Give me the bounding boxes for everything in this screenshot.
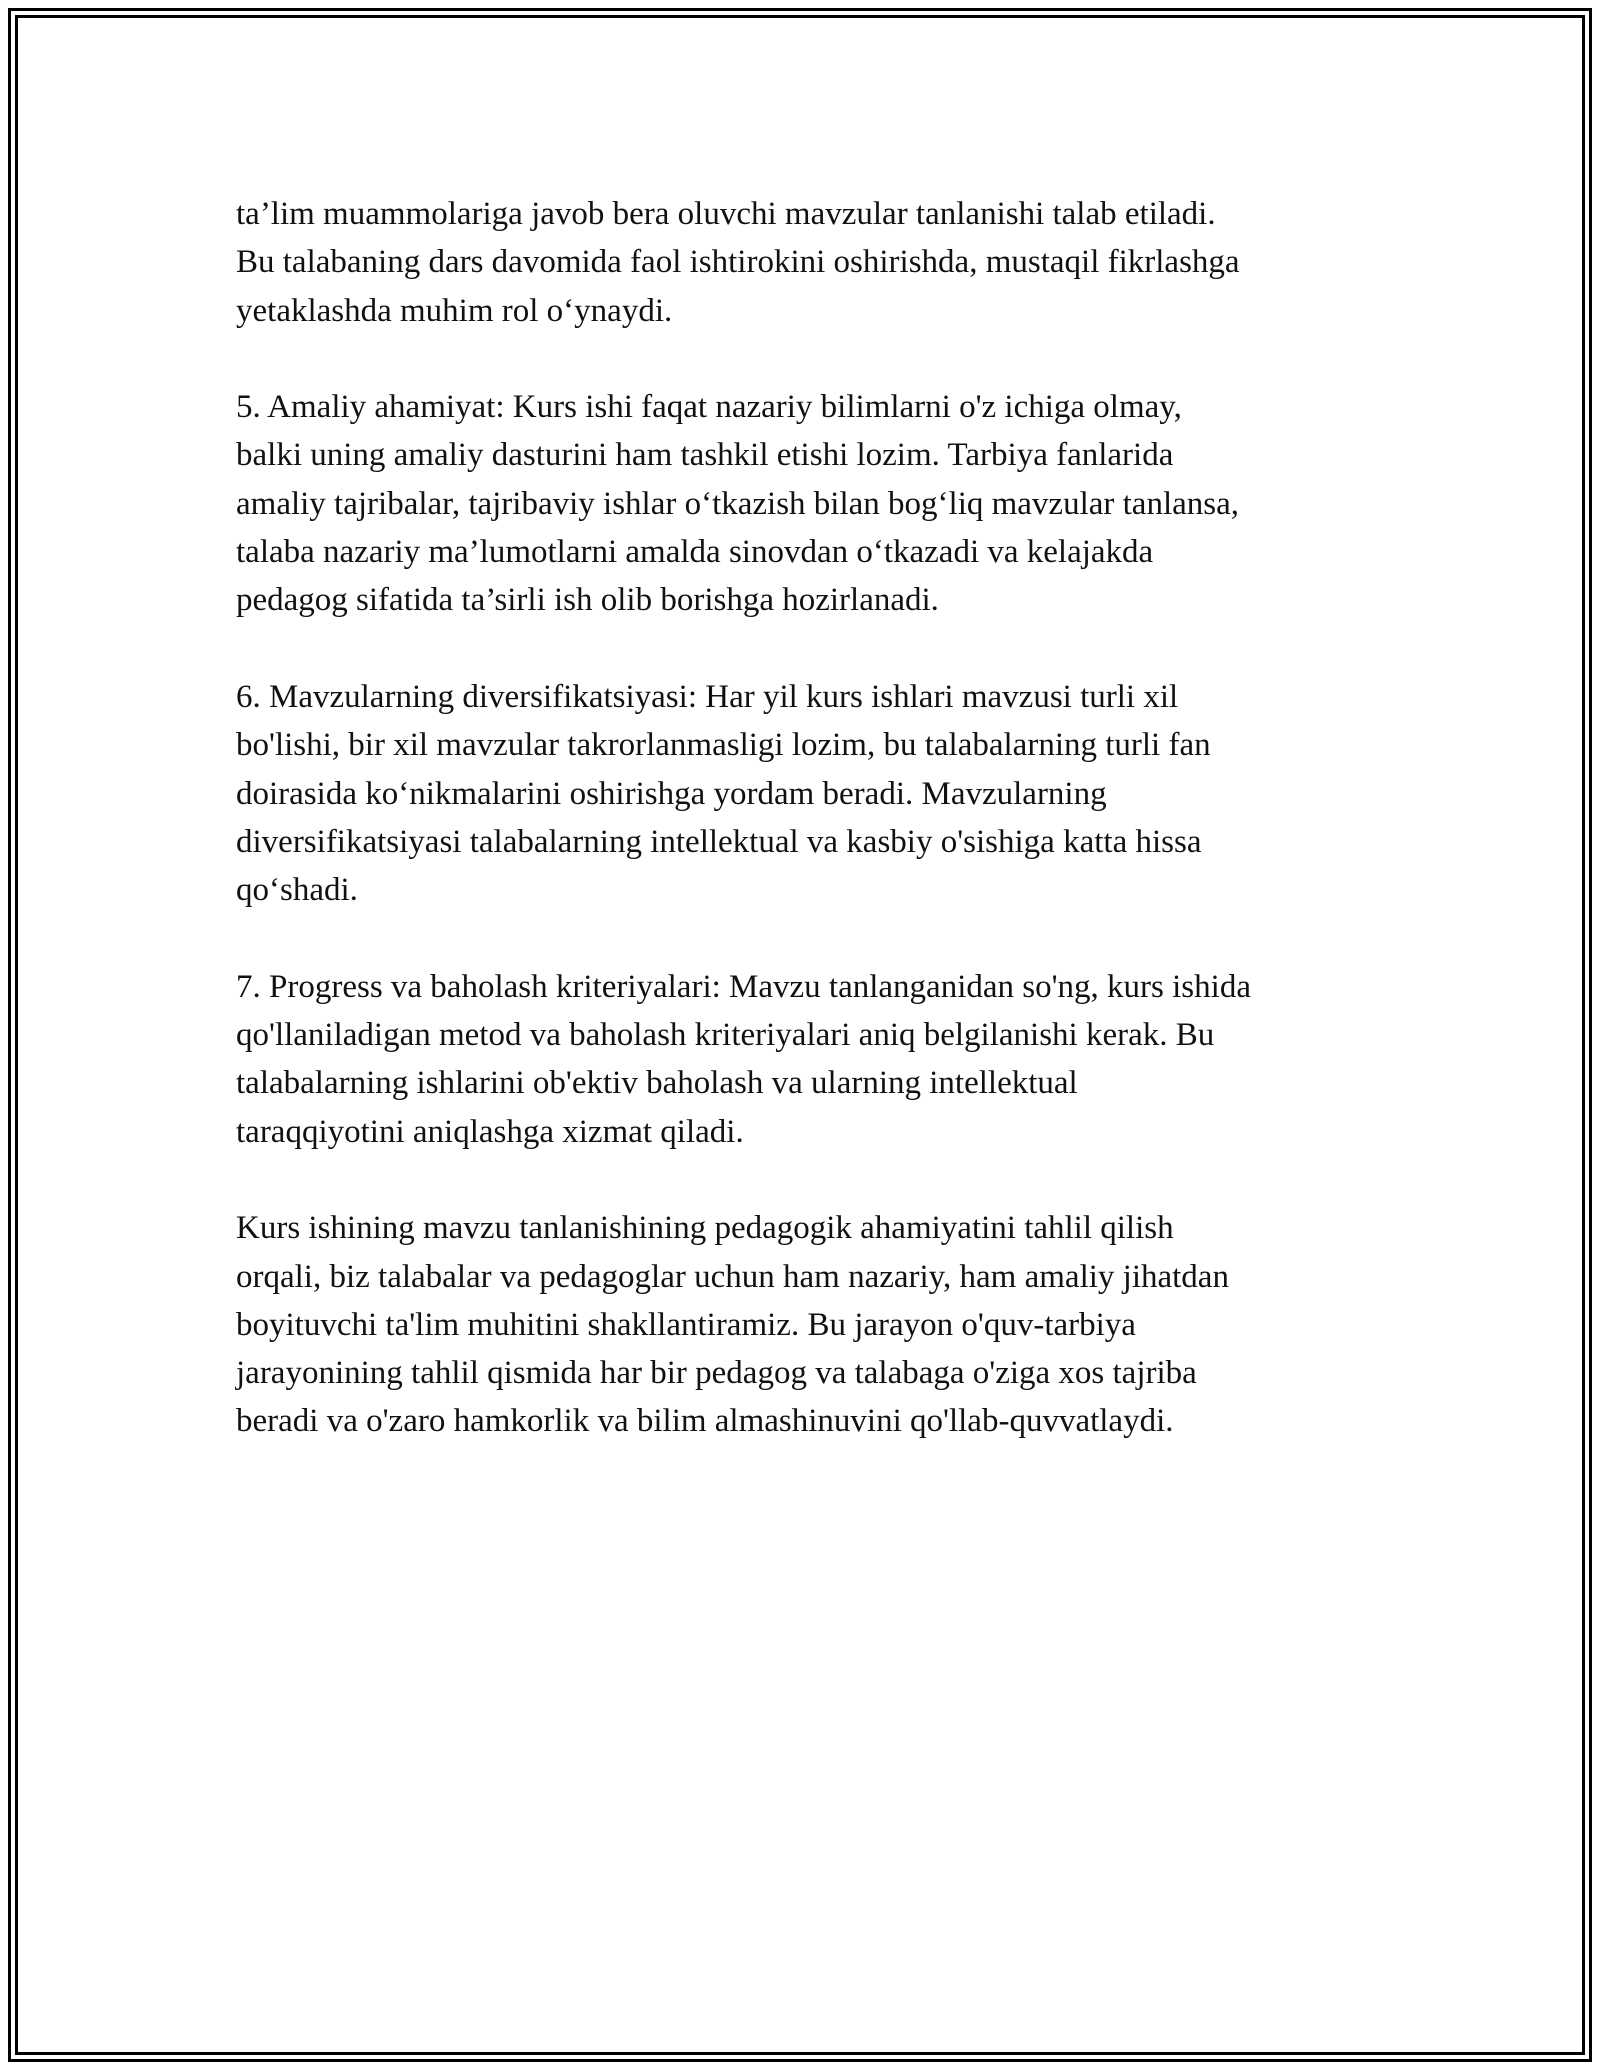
text-line: doirasida ko‘nikmalarini oshirishga yordam beradi. Mavzularning: [236, 775, 1107, 812]
text-line: 7. Progress va baholash kriteriyalari: Mavzu tanlanganidan so'ng, kurs ishida: [236, 968, 1251, 1005]
text-line: boyituvchi ta'lim muhitini shakllantiramiz. Bu jarayon o'quv-tarbiya: [236, 1306, 1136, 1343]
text-line: pedagog sifatida ta’sirli ish olib borishga hozirlanadi.: [236, 582, 939, 619]
paragraph-conclusion: [236, 1204, 1376, 1445]
text-line: qo'llaniladigan metod va baholash kriteriyalari aniq belgilanishi kerak. Bu: [236, 1017, 1215, 1054]
text-line: Bu talabaning dars davomida faol ishtirokini oshirishda, mustaqil fikrlashga: [236, 244, 1240, 281]
text-line: diversifikatsiyasi talabalarning intellektual va kasbiy o'sishiga katta hissa: [236, 823, 1202, 860]
paragraph-item-7: [236, 963, 1376, 1156]
text-line: 6. Mavzularning diversifikatsiyasi: Har yil kurs ishlari mavzusi turli xil: [236, 678, 1179, 715]
text-line: jarayonining tahlil qismida har bir pedagog va talabaga o'ziga xos tajriba: [236, 1355, 1197, 1392]
text-line: bo'lishi, bir xil mavzular takrorlanmasligi lozim, bu talabalarning turli fan: [236, 727, 1211, 764]
text-line: yetaklashda muhim rol o‘ynaydi.: [236, 292, 673, 329]
paragraph-item-5: [236, 383, 1376, 624]
text-line: talabalarning ishlarini ob'ektiv baholash va ularning intellektual: [236, 1065, 1078, 1102]
paragraph-intro-continued: [236, 190, 1376, 335]
text-line: qo‘shadi.: [236, 872, 358, 909]
text-line: amaliy tajribalar, tajribaviy ishlar o‘tkazish bilan bog‘liq mavzular tanlansa,: [236, 485, 1240, 522]
text-line: ta’lim muammolariga javob bera oluvchi mavzular tanlanishi talab etiladi.: [236, 196, 1216, 232]
text-line: Kurs ishining mavzu tanlanishining pedagogik ahamiyatini tahlil qilish: [236, 1210, 1174, 1247]
text-line: talaba nazariy ma’lumotlarni amalda sinovdan o‘tkazadi va kelajakda: [236, 534, 1154, 571]
text-line: balki uning amaliy dasturini ham tashkil etishi lozim. Tarbiya fanlarida: [236, 437, 1174, 474]
text-line: orqali, biz talabalar va pedagoglar uchun ham nazariy, ham amaliy jihatdan: [236, 1258, 1229, 1295]
text-line: 5. Amaliy ahamiyat: Kurs ishi faqat nazariy bilimlarni o'z ichiga olmay,: [236, 389, 1182, 426]
text-line: taraqqiyotini aniqlashga xizmat qiladi.: [236, 1113, 744, 1150]
document-body: [236, 190, 1376, 1494]
text-line: beradi va o'zaro hamkorlik va bilim almashinuvini qo'llab-quvvatlaydi.: [236, 1403, 1174, 1440]
paragraph-item-6: [236, 673, 1376, 914]
